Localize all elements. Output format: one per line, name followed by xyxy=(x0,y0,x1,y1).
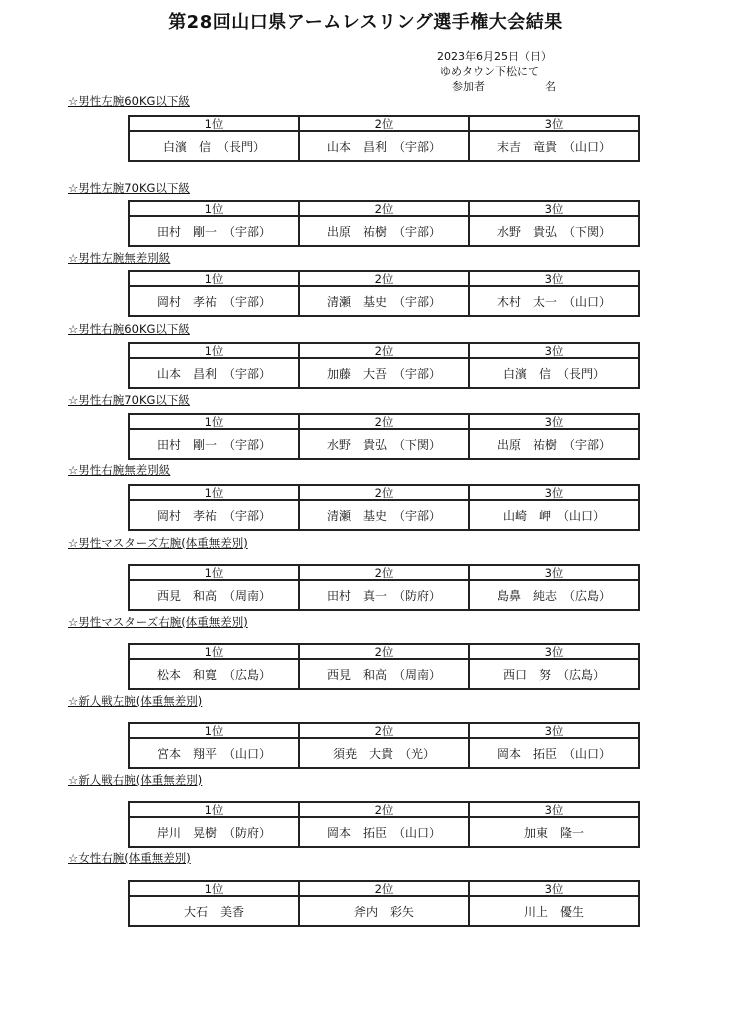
category-section xyxy=(0,614,731,684)
category-section xyxy=(0,250,731,320)
page-title: 第28回山口県アームレスリング選手権大会結果 xyxy=(168,12,563,33)
event-date: 2023年6月25日（日） xyxy=(437,50,552,63)
place-3-name: 岡本 拓臣 （山口） xyxy=(469,738,639,768)
place-3-name: 山崎 岬 （山口） xyxy=(469,500,639,530)
place-3-header: 3位 xyxy=(469,116,639,131)
place-2-name: 清瀬 基史 （宇部） xyxy=(299,286,469,316)
place-2-header: 2位 xyxy=(299,343,469,358)
place-2-name: 斧内 彩矢 xyxy=(299,896,469,926)
place-2-header: 2位 xyxy=(299,881,469,896)
place-2-header: 2位 xyxy=(299,201,469,216)
category-section xyxy=(0,462,731,532)
results-table xyxy=(128,115,640,162)
results-table xyxy=(128,270,640,317)
place-3-header: 3位 xyxy=(469,485,639,500)
category-label: ☆男性右腕60KG以下級 xyxy=(68,322,190,336)
category-label: ☆男性左腕無差別級 xyxy=(68,251,171,265)
category-label: ☆女性右腕(体重無差別) xyxy=(68,851,191,865)
place-1-header: 1位 xyxy=(129,271,299,286)
place-1-name: 西見 和高 （周南） xyxy=(129,580,299,610)
place-3-header: 3位 xyxy=(469,644,639,659)
place-2-name: 水野 貴弘 （下関） xyxy=(299,429,469,459)
place-3-name: 水野 貴弘 （下関） xyxy=(469,216,639,246)
place-3-name: 出原 祐樹 （宇部） xyxy=(469,429,639,459)
place-2-header: 2位 xyxy=(299,116,469,131)
category-label: ☆男性右腕無差別級 xyxy=(68,463,171,477)
place-1-name: 岡村 孝祐 （宇部） xyxy=(129,500,299,530)
place-3-header: 3位 xyxy=(469,271,639,286)
results-table xyxy=(128,801,640,848)
place-2-name: 田村 真一 （防府） xyxy=(299,580,469,610)
results-table xyxy=(128,342,640,389)
category-label: ☆男性右腕70KG以下級 xyxy=(68,393,190,407)
place-3-name: 加東 隆一 xyxy=(469,817,639,847)
place-2-name: 出原 祐樹 （宇部） xyxy=(299,216,469,246)
place-1-header: 1位 xyxy=(129,644,299,659)
place-2-name: 須尭 大貴 （光） xyxy=(299,738,469,768)
event-venue: ゆめタウン下松にて xyxy=(440,65,539,78)
place-1-header: 1位 xyxy=(129,802,299,817)
place-2-name: 清瀬 基史 （宇部） xyxy=(299,500,469,530)
place-1-name: 田村 剛一 （宇部） xyxy=(129,429,299,459)
place-3-name: 末吉 竜貴 （山口） xyxy=(469,131,639,161)
place-1-header: 1位 xyxy=(129,116,299,131)
place-1-name: 白濱 信 （長門） xyxy=(129,131,299,161)
category-section xyxy=(0,93,731,163)
place-1-header: 1位 xyxy=(129,485,299,500)
category-label: ☆男性マスターズ右腕(体重無差別) xyxy=(68,615,248,629)
place-3-header: 3位 xyxy=(469,565,639,580)
place-2-name: 西見 和高 （周南） xyxy=(299,659,469,689)
place-3-header: 3位 xyxy=(469,414,639,429)
category-section xyxy=(0,321,731,391)
place-1-name: 宮本 翔平 （山口） xyxy=(129,738,299,768)
place-2-header: 2位 xyxy=(299,723,469,738)
place-2-name: 加藤 大吾 （宇部） xyxy=(299,358,469,388)
place-3-header: 3位 xyxy=(469,201,639,216)
place-3-header: 3位 xyxy=(469,723,639,738)
category-label: ☆新人戦左腕(体重無差別) xyxy=(68,694,203,708)
place-1-header: 1位 xyxy=(129,201,299,216)
place-2-header: 2位 xyxy=(299,565,469,580)
place-3-header: 3位 xyxy=(469,343,639,358)
participants-line xyxy=(452,78,556,94)
place-2-header: 2位 xyxy=(299,644,469,659)
place-1-header: 1位 xyxy=(129,881,299,896)
results-table xyxy=(128,643,640,690)
category-label: ☆新人戦右腕(体重無差別) xyxy=(68,773,203,787)
place-1-name: 大石 美香 xyxy=(129,896,299,926)
participants-unit: 名 xyxy=(545,80,556,93)
place-1-header: 1位 xyxy=(129,723,299,738)
place-1-name: 松本 和寛 （広島） xyxy=(129,659,299,689)
place-3-header: 3位 xyxy=(469,802,639,817)
place-3-name: 西口 努 （広島） xyxy=(469,659,639,689)
participants-label: 参加者 xyxy=(452,80,485,93)
results-table xyxy=(128,200,640,247)
place-1-name: 山本 昌利 （宇部） xyxy=(129,358,299,388)
results-table xyxy=(128,564,640,611)
place-3-header: 3位 xyxy=(469,881,639,896)
place-1-header: 1位 xyxy=(129,565,299,580)
category-section xyxy=(0,392,731,462)
results-table xyxy=(128,880,640,927)
category-label: ☆男性左腕70KG以下級 xyxy=(68,181,190,195)
place-3-name: 川上 優生 xyxy=(469,896,639,926)
place-1-header: 1位 xyxy=(129,343,299,358)
place-1-name: 岡村 孝祐 （宇部） xyxy=(129,286,299,316)
place-2-name: 岡本 拓臣 （山口） xyxy=(299,817,469,847)
place-2-header: 2位 xyxy=(299,414,469,429)
place-1-header: 1位 xyxy=(129,414,299,429)
place-1-name: 田村 剛一 （宇部） xyxy=(129,216,299,246)
results-table xyxy=(128,413,640,460)
place-2-header: 2位 xyxy=(299,271,469,286)
category-section xyxy=(0,850,731,920)
place-2-name: 山本 昌利 （宇部） xyxy=(299,131,469,161)
category-label: ☆男性左腕60KG以下級 xyxy=(68,94,190,108)
category-label: ☆男性マスターズ左腕(体重無差別) xyxy=(68,536,248,550)
results-table xyxy=(128,722,640,769)
category-section xyxy=(0,180,731,250)
place-3-name: 木村 太一 （山口） xyxy=(469,286,639,316)
place-2-header: 2位 xyxy=(299,802,469,817)
category-section xyxy=(0,535,731,605)
place-3-name: 島鼻 純志 （広島） xyxy=(469,580,639,610)
category-section xyxy=(0,772,731,842)
results-table xyxy=(128,484,640,531)
place-1-name: 岸川 晃樹 （防府） xyxy=(129,817,299,847)
category-section xyxy=(0,693,731,763)
place-3-name: 白濱 信 （長門） xyxy=(469,358,639,388)
place-2-header: 2位 xyxy=(299,485,469,500)
